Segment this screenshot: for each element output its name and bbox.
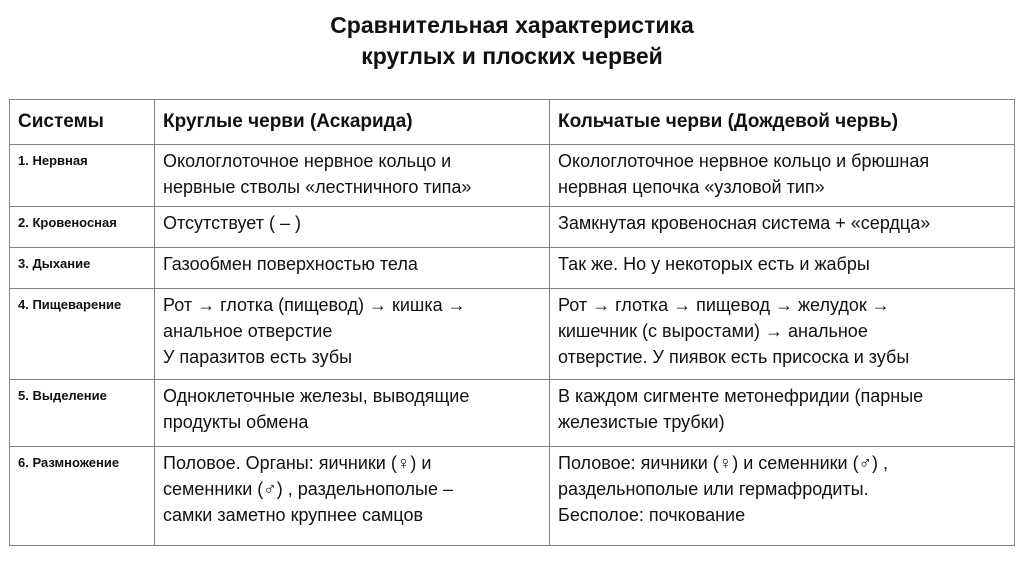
cell-text-line: Рот → глотка → пищевод → желудок → [558,295,890,315]
cell-text-line: Рот → глотка (пищевод) → кишка → [163,295,466,315]
header-systems: Системы [10,100,155,145]
cell-roundworms [155,289,550,380]
cell-annelids [550,145,1015,207]
table-row [10,145,1015,207]
cell-text-line: Отсутствует ( – ) [163,213,301,233]
cell-roundworms [155,248,550,289]
header-annelids: Кольчатые черви (Дождевой червь) [550,100,1015,145]
cell-text-line: самки заметно крупнее самцов [163,505,424,525]
cell-text-line: нервная цепочка «узловой тип» [558,177,825,197]
table-row [10,289,1015,380]
cell-text-line: В каждом сигменте метонефридии (парные [558,386,924,406]
cell-roundworms [155,380,550,447]
cell-text-line: раздельнополые или гермафродиты. [558,479,869,499]
cell-text-line: У паразитов есть зубы [163,347,353,367]
cell-annelids [550,248,1015,289]
row-system-label: 5. Выделение [10,380,155,447]
cell-annelids [550,380,1015,447]
cell-annelids [550,289,1015,380]
cell-text-line: Замкнутая кровеносная система + «сердца» [558,213,931,233]
cell-text-line: Окологлоточное нервное кольцо и [163,151,452,171]
cell-text-line: Бесполое: почкование [558,505,746,525]
cell-text-line: Окологлоточное нервное кольцо и брюшная [558,151,930,171]
cell-annelids [550,447,1015,546]
title-line-1: Сравнительная характеристика [330,12,694,38]
table-row [10,207,1015,248]
row-system-label: 6. Размножение [10,447,155,546]
title-line-2: круглых и плоских червей [361,43,663,69]
cell-annelids [550,207,1015,248]
row-system-label: 1. Нервная [10,145,155,207]
cell-text-line: анальное отверстие [163,321,333,341]
cell-text-line: отверстие. У пиявок есть присоска и зубы [558,347,910,367]
cell-roundworms [155,145,550,207]
cell-text-line: кишечник (с выростами) → анальное [558,321,868,341]
row-system-label: 2. Кровеносная [10,207,155,248]
cell-text-line: семенники (♂) , раздельнополые – [163,479,454,499]
row-system-label: 3. Дыхание [10,248,155,289]
header-roundworms: Круглые черви (Аскарида) [155,100,550,145]
cell-text-line: Половое. Органы: яичники (♀) и [163,453,432,473]
cell-text-line: железистые трубки) [558,412,725,432]
cell-text-line: Газообмен поверхностью тела [163,254,418,274]
table-row [10,380,1015,447]
cell-text-line: нервные стволы «лестничного типа» [163,177,472,197]
table-row [10,248,1015,289]
cell-text-line: продукты обмена [163,412,309,432]
cell-roundworms [155,447,550,546]
cell-text-line: Половое: яичники (♀) и семенники (♂) , [558,453,889,473]
table-row [10,447,1015,546]
comparison-table [9,99,1015,546]
cell-text-line: Одноклеточные железы, выводящие [163,386,470,406]
cell-roundworms [155,207,550,248]
table-header-row [10,100,1015,145]
cell-text-line: Так же. Но у некоторых есть и жабры [558,254,870,274]
row-system-label: 4. Пищеварение [10,289,155,380]
page-title [0,10,1024,72]
